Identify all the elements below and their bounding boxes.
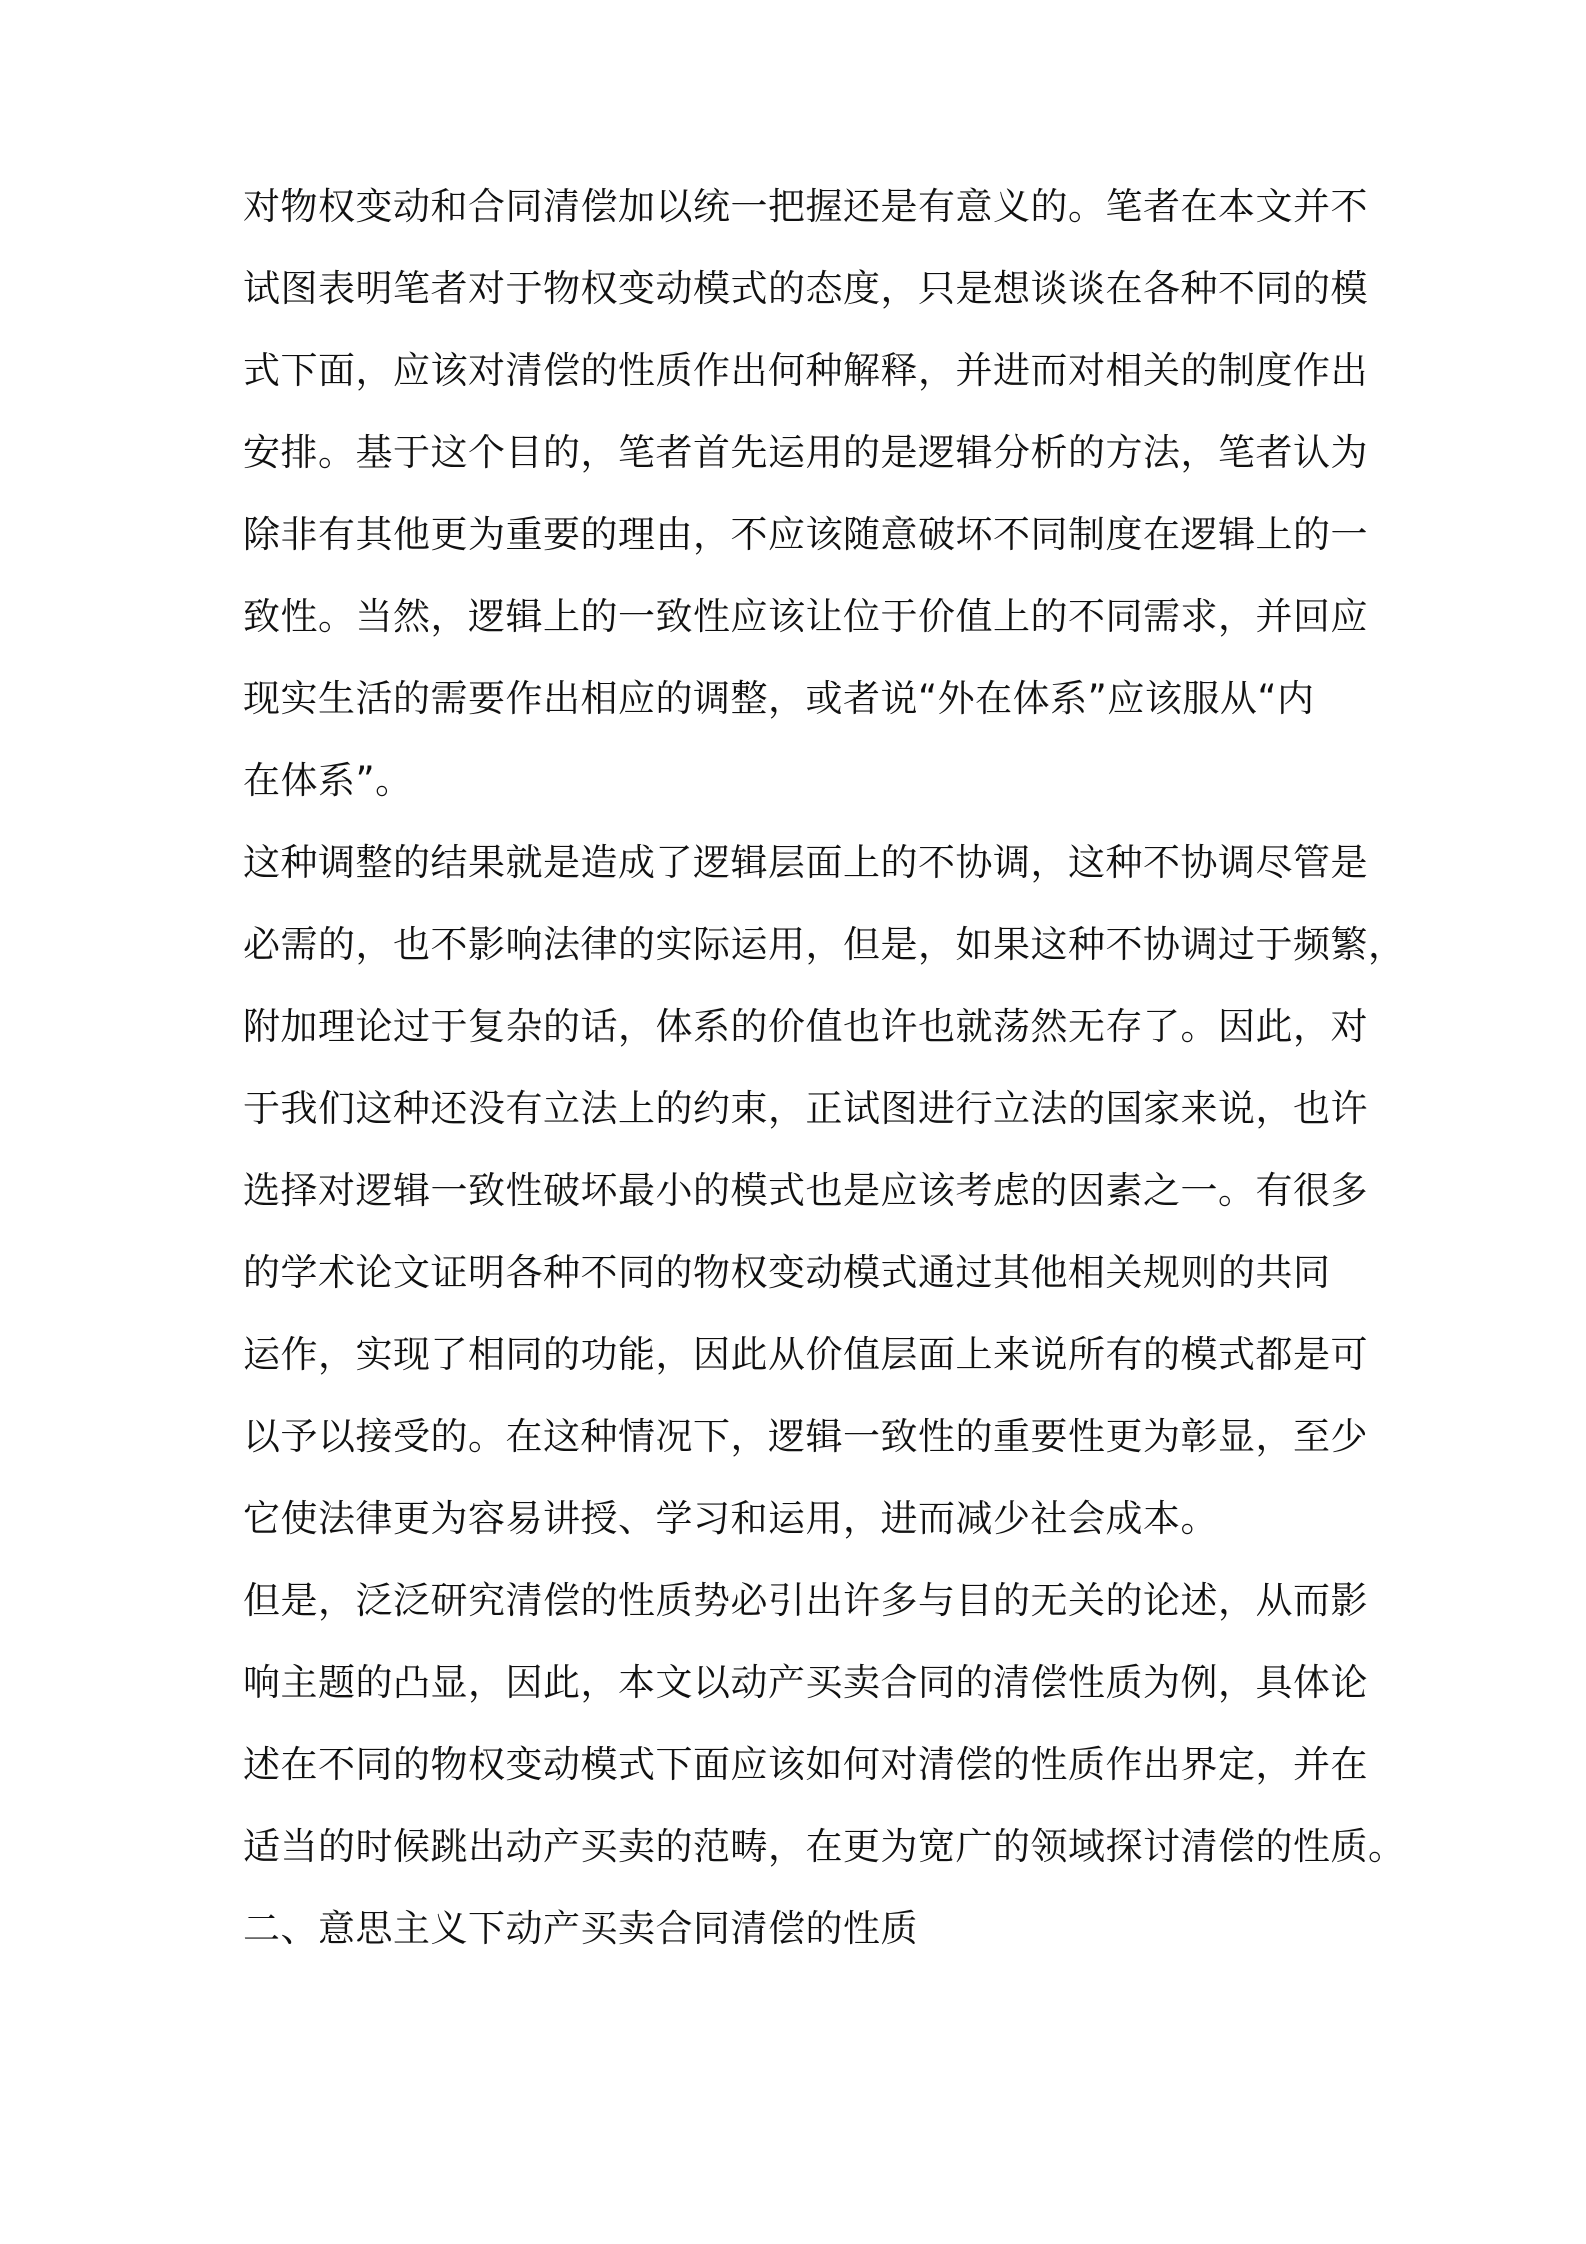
text-line: 的学术论文证明各种不同的物权变动模式通过其他相关规则的共同 <box>243 1251 1331 1294</box>
text-line: 式下面，应该对清偿的性质作出何种解释，并进而对相关的制度作出 <box>243 349 1368 392</box>
text-line: 安排。基于这个目的，笔者首先运用的是逻辑分析的方法，笔者认为 <box>243 431 1368 474</box>
text-line: 必需的，也不影响法律的实际运用，但是，如果这种不协调过于频繁， <box>243 923 1406 966</box>
text-line: 现实生活的需要作出相应的调整，或者说“外在体系”应该服从“内 <box>243 677 1315 720</box>
text-line: 以予以接受的。在这种情况下，逻辑一致性的重要性更为彰显，至少 <box>243 1415 1368 1458</box>
text-line: 运作，实现了相同的功能，因此从价值层面上来说所有的模式都是可 <box>243 1333 1368 1376</box>
text-line: 响主题的凸显，因此，本文以动产买卖合同的清偿性质为例，具体论 <box>243 1661 1368 1704</box>
text-line: 附加理论过于复杂的话，体系的价值也许也就荡然无存了。因此，对 <box>243 1005 1368 1048</box>
text-line: 除非有其他更为重要的理由，不应该随意破坏不同制度在逻辑上的一 <box>243 513 1368 556</box>
text-line: 它使法律更为容易讲授、学习和运用，进而减少社会成本。 <box>243 1497 1218 1540</box>
text-line: 但是，泛泛研究清偿的性质势必引出许多与目的无关的论述，从而影 <box>243 1579 1368 1622</box>
text-line: 于我们这种还没有立法上的约束，正试图进行立法的国家来说，也许 <box>243 1087 1368 1130</box>
text-line: 这种调整的结果就是造成了逻辑层面上的不协调，这种不协调尽管是 <box>243 841 1368 884</box>
section-heading: 二、意思主义下动产买卖合同清偿的性质 <box>243 1907 918 1950</box>
text-line: 试图表明笔者对于物权变动模式的态度，只是想谈谈在各种不同的模 <box>243 267 1368 310</box>
text-line: 致性。当然，逻辑上的一致性应该让位于价值上的不同需求，并回应 <box>243 595 1368 638</box>
text-line: 述在不同的物权变动模式下面应该如何对清偿的性质作出界定，并在 <box>243 1743 1368 1786</box>
text-line: 选择对逻辑一致性破坏最小的模式也是应该考虑的因素之一。有很多 <box>243 1169 1368 1212</box>
text-line: 对物权变动和合同清偿加以统一把握还是有意义的。笔者在本文并不 <box>243 185 1368 228</box>
text-line: 适当的时候跳出动产买卖的范畴，在更为宽广的领域探讨清偿的性质。 <box>243 1825 1406 1868</box>
body-text <box>243 166 1406 1970</box>
text-line: 在体系”。 <box>243 759 413 802</box>
